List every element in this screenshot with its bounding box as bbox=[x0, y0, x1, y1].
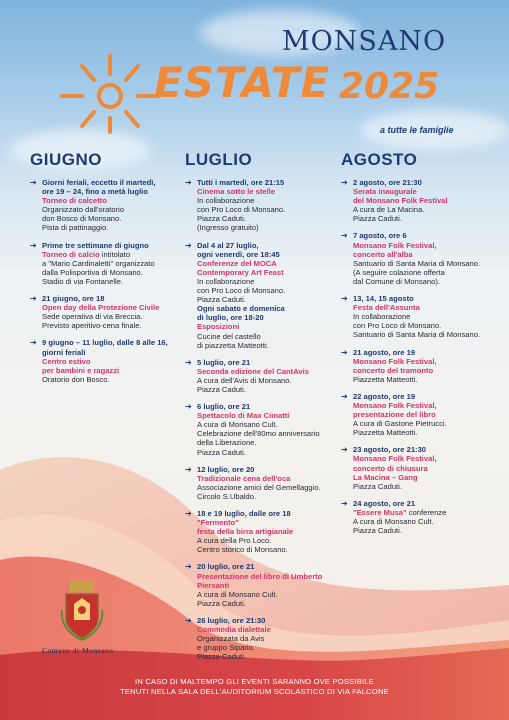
event-date: Ogni sabato e domenica di luglio, ore 18-20 bbox=[197, 304, 285, 323]
column-giugno bbox=[30, 150, 185, 392]
tagline: a tutte le famiglie bbox=[380, 125, 454, 135]
arrow-icon: ➔ bbox=[185, 357, 192, 367]
event-title: Seconda edizione del CantAvis bbox=[197, 366, 309, 376]
event-item bbox=[185, 562, 340, 607]
event-item bbox=[185, 178, 340, 233]
event-text: A cura de La Macina. Piazza Caduti. bbox=[353, 205, 425, 224]
event-date: 24 agosto, ore 21 bbox=[353, 498, 416, 508]
arrow-icon: ➔ bbox=[185, 240, 192, 250]
arrow-icon: ➔ bbox=[341, 294, 348, 304]
event-text: Santuario di Santa Maria di Monsano. (A seguire colazione offerta dal Comune di Monsano). bbox=[353, 258, 481, 286]
event-date: 20 luglio, ore 21 bbox=[197, 562, 255, 572]
event-title: Conferenze del MOCA Contemporary Art Feast bbox=[197, 258, 284, 277]
event-title: "Essere Musa" bbox=[353, 507, 407, 517]
event-title-rest: intitolato bbox=[99, 249, 131, 259]
event-title: Esposizioni bbox=[197, 322, 240, 332]
event-title: Monsano Folk Festival, concerto di chiusura La Macina – Gang bbox=[353, 454, 437, 482]
arrow-icon: ➔ bbox=[30, 240, 37, 250]
event-date: Dal 4 al 27 luglio, ogni venerdì, ore 18:45 bbox=[197, 240, 280, 259]
event-text: In collaborazione con Pro Loco di Monsano. Piazza Caduti. bbox=[197, 276, 286, 305]
event-title: Serata inaugurale del Monsano Folk Festival bbox=[353, 187, 448, 206]
month-heading: AGOSTO bbox=[341, 150, 418, 169]
comune-label: Comune di Monsano bbox=[42, 646, 114, 655]
event-text: Sede operativa di via Breccia. Previsto aperitivo-cena finale. bbox=[42, 312, 143, 331]
event-title: Cinema sotto le stelle bbox=[197, 187, 276, 197]
event-item bbox=[185, 402, 340, 457]
arrow-icon: ➔ bbox=[185, 615, 192, 625]
event-title: Centro estivo per bambini e ragazzi bbox=[42, 356, 120, 375]
event-date: 26 luglio, ore 21:30 bbox=[197, 615, 266, 625]
event-date: 23 agosto, ore 21:30 bbox=[353, 445, 427, 455]
event-text: Piazza Caduti. bbox=[353, 481, 402, 491]
event-text: Organizzato dall'oratorio don Bosco di Monsano. Pista di pattinaggio. bbox=[42, 205, 125, 233]
event-text: A cura di Monsano Cult. Celebrazione dell'80mo anniversario della Liberazione. Piazza Caduti. bbox=[197, 420, 320, 457]
arrow-icon: ➔ bbox=[30, 294, 37, 304]
event-item bbox=[185, 616, 340, 661]
event-date: 6 luglio, ore 21 bbox=[197, 402, 251, 412]
event-text: A cura di Gastone Pietrucci. Piazzetta Matteotti. bbox=[353, 419, 447, 438]
event-title: Monsano Folk Festival, concerto del tramonto bbox=[353, 356, 437, 375]
month-heading: GIUGNO bbox=[30, 150, 102, 169]
event-text: Associazione amici del Gemellaggio. Circolo S.Ubaldo. bbox=[197, 482, 321, 501]
event-item bbox=[341, 178, 496, 223]
event-title: Presentazione del libro di Umberto Piersanti bbox=[197, 571, 323, 590]
arrow-icon: ➔ bbox=[30, 338, 37, 348]
event-title: Open day della Protezione Civile bbox=[42, 303, 160, 313]
event-title: Festa dell'Assunta bbox=[353, 303, 420, 313]
event-year: 2025 bbox=[339, 66, 440, 107]
event-date: Tutti i martedì, ore 21:15 bbox=[197, 178, 285, 187]
event-date: 12 luglio, ore 20 bbox=[197, 464, 255, 474]
arrow-icon: ➔ bbox=[341, 498, 348, 508]
event-title-line bbox=[353, 508, 496, 517]
event-text: a "Mario Cardinaletti" organizzato dalla Polisportiva di Monsano. Stadio di via Fontanelle. bbox=[42, 258, 155, 286]
event-date: 9 giugno – 11 luglio, dalle 8 alle 16, giorni feriali bbox=[42, 338, 168, 357]
event-title: Monsano Folk Festival, presentazione del libro bbox=[353, 400, 437, 420]
event-text: Oratorio don Bosco. bbox=[42, 374, 110, 384]
event-date: 22 agosto, ore 19 bbox=[353, 391, 416, 401]
arrow-icon: ➔ bbox=[185, 562, 192, 572]
event-text: A cura di Monsano Cult. Piazza Caduti. bbox=[353, 517, 434, 536]
sun-icon bbox=[52, 52, 168, 134]
event-text: In collaborazione con Pro Loco di Monsano. Piazza Caduti. (Ingresso gratuito) bbox=[197, 196, 286, 233]
event-text: Organizzata da Avis e gruppo Sipario. Piazza Caduti. bbox=[197, 634, 265, 662]
event-title: Tradizionale cena dell'oca bbox=[197, 473, 291, 483]
event-item bbox=[185, 465, 340, 501]
event-text: Piazzetta Matteotti. bbox=[353, 374, 418, 384]
arrow-icon: ➔ bbox=[341, 391, 348, 401]
footer-note bbox=[0, 677, 509, 697]
month-heading: LUGLIO bbox=[185, 150, 253, 169]
event-item bbox=[185, 509, 340, 554]
footer-line: IN CASO DI MALTEMPO GLI EVENTI SARANNO OVE POSSIBILE bbox=[135, 677, 374, 686]
arrow-icon: ➔ bbox=[185, 509, 192, 518]
event-title: Spettacolo di Max Cimatti bbox=[197, 411, 290, 421]
event-date: 18 e 19 luglio, dalle ore 18 bbox=[197, 509, 291, 518]
event-item bbox=[30, 338, 185, 383]
event-title: "Fermento" festa della birra artigianale bbox=[197, 518, 294, 537]
column-agosto bbox=[341, 150, 496, 543]
event-date: Giorni feriali, eccetto il martedì, ore 19 – 24, fino a metà luglio bbox=[42, 178, 156, 197]
event-item bbox=[185, 241, 340, 350]
arrow-icon: ➔ bbox=[30, 178, 37, 187]
event-item bbox=[185, 358, 340, 394]
event-text: A cura della Pro Loco. Centro storico di Monsano. bbox=[197, 536, 288, 555]
event-text: In collaborazione con Pro Loco di Monsano. Santuario di Santa Maria di Monsano. bbox=[353, 312, 481, 340]
event-item bbox=[341, 348, 496, 384]
arrow-icon: ➔ bbox=[185, 178, 192, 187]
event-title: Monsano Folk Festival, concerto all'alba bbox=[353, 240, 437, 259]
event-text: A cura di Monsano Cult. Piazza Caduti. bbox=[197, 589, 278, 608]
column-luglio bbox=[185, 150, 340, 669]
event-date: 2 agosto, ore 21:30 bbox=[353, 178, 422, 187]
arrow-icon: ➔ bbox=[341, 347, 348, 357]
event-item bbox=[341, 231, 496, 286]
event-text: A cura dell'Avis di Monsano. Piazza Caduti. bbox=[197, 375, 292, 394]
event-item bbox=[341, 392, 496, 437]
event-item bbox=[30, 241, 185, 286]
event-item bbox=[30, 178, 185, 233]
event-date: 7 agosto, ore 6 bbox=[353, 231, 407, 241]
event-title: Commedia dialettale bbox=[197, 625, 271, 635]
event-date: 21 agosto, ore 19 bbox=[353, 347, 416, 357]
event-date: 5 luglio, ore 21 bbox=[197, 357, 251, 367]
coat-of-arms-icon bbox=[60, 580, 104, 642]
event-title: Torneo di calcio bbox=[42, 249, 100, 259]
event-item bbox=[341, 499, 496, 535]
event-date: 13, 14, 15 agosto bbox=[353, 294, 414, 304]
event-title-line bbox=[42, 250, 185, 259]
event-title-rest: conferenze bbox=[406, 507, 447, 517]
event-title: Torneo di calcetto bbox=[42, 196, 107, 206]
arrow-icon: ➔ bbox=[341, 178, 348, 187]
event-date: Prime tre settimane di giugno bbox=[42, 240, 149, 250]
event-item bbox=[30, 294, 185, 330]
event-item bbox=[341, 445, 496, 490]
event-item bbox=[341, 294, 496, 339]
event-title: ESTATE bbox=[154, 58, 331, 107]
city-title: MONSANO bbox=[282, 26, 447, 57]
event-text: Cucine del castello di piazzetta Matteotti. bbox=[197, 331, 269, 350]
arrow-icon: ➔ bbox=[341, 445, 348, 455]
arrow-icon: ➔ bbox=[341, 231, 348, 241]
event-date: 21 giugno, ore 18 bbox=[42, 294, 105, 304]
arrow-icon: ➔ bbox=[185, 464, 192, 474]
arrow-icon: ➔ bbox=[185, 402, 192, 412]
footer-line: TENUTI NELLA SALA DELL'AUDITORIUM SCOLASTICO DI VIA FALCONE bbox=[120, 687, 389, 696]
